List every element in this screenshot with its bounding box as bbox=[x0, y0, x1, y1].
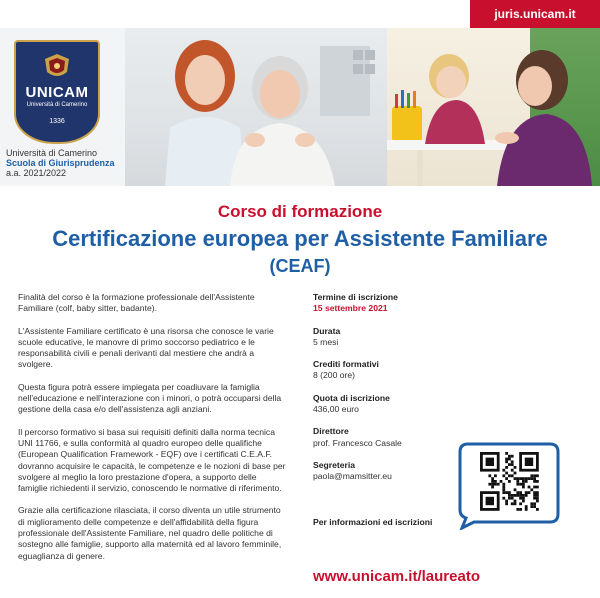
paragraph: Questa figura potrà essere impiegata per coadiuvare la famiglia nell'educazione e nell'interazione con i minori, o potrà occuparsi della gestione della casa e/o dell'assistenza agli anziani. bbox=[18, 381, 282, 415]
office-email[interactable]: paola@mamsitter.eu bbox=[313, 471, 392, 482]
duration bbox=[313, 326, 513, 349]
course-kicker: Corso di formazione bbox=[217, 202, 383, 221]
logo-year: 1336 bbox=[49, 118, 65, 125]
qr-code[interactable] bbox=[454, 440, 564, 530]
credits bbox=[313, 359, 513, 382]
institution-info bbox=[6, 148, 115, 178]
duration-value: 5 mesi bbox=[313, 336, 339, 347]
top-header bbox=[0, 0, 600, 28]
office-label: Segreteria bbox=[313, 459, 356, 470]
crest-icon bbox=[42, 52, 72, 82]
photo-babysitter-child bbox=[387, 28, 600, 186]
website-link[interactable]: www.unicam.it/laureato bbox=[313, 568, 480, 585]
duration-label: Durata bbox=[313, 325, 341, 336]
deadline bbox=[313, 292, 513, 315]
fee bbox=[313, 393, 513, 416]
credits-value: 8 (200 ore) bbox=[313, 370, 356, 381]
credits-label: Crediti formativi bbox=[313, 359, 379, 370]
deadline-value: 15 settembre 2021 bbox=[313, 303, 388, 314]
photo-caregiver-elderly bbox=[125, 28, 387, 186]
school-name: Scuola di Giurisprudenza bbox=[6, 158, 115, 168]
more-info-label: Per informazioni ed iscrizioni bbox=[313, 517, 433, 527]
deadline-label: Termine di iscrizione bbox=[313, 292, 398, 302]
course-abbr: (CEAF) bbox=[269, 256, 331, 276]
description bbox=[18, 292, 288, 573]
unicam-logo bbox=[14, 40, 100, 144]
course-title: Certificazione europea per Assistente Familiare bbox=[52, 226, 548, 251]
paragraph: Il percorso formativo si basa sui requisiti definiti dalla norma tecnica UNI 11766, e sulla conformità al quadro europeo delle qualifiche (European Qualification Framework - EQF) ove i certificati C.E.A.F. dovranno acquisire le capacità, le competenze e le nozioni di base per svolgere al meglio la loro prestazione d'opera, a supporto delle famiglie richiedenti il servizio, conoscendo le normative di riferimento. bbox=[18, 426, 286, 494]
director-value: prof. Francesco Casale bbox=[313, 437, 402, 448]
site-link[interactable]: juris.unicam.it bbox=[470, 0, 600, 28]
university-name: Università di Camerino bbox=[6, 148, 98, 158]
logo-subtitle: Università di Camerino bbox=[26, 102, 88, 108]
fee-label: Quota di iscrizione bbox=[313, 392, 390, 403]
logo-name: UNICAM bbox=[25, 84, 89, 101]
fee-value: 436,00 euro bbox=[313, 404, 359, 415]
paragraph: Finalità del corso è la formazione professionale dell'Assistente Familiare (colf, baby sitter, badante). bbox=[18, 292, 255, 314]
paragraph: L'Assistente Familiare certificato è una risorsa che conosce le varie scuole educative, le manovre di primo soccorso pediatrico e le responsabilità civili e penali derivanti dal mestiere che andrà a svolgere. bbox=[18, 325, 274, 370]
hero-banner bbox=[0, 28, 600, 186]
director-label: Direttore bbox=[313, 426, 349, 437]
paragraph: Grazie alla certificazione rilasciata, il corso diventa un utile strumento di miglioramento delle competenze e dell'affidabilità della figura professionale dell'Assistente Familiare, nel quadro delle politiche di sostegno alle famiglie, supporto alla maternità ed al lavoro femminile, eguaglianza di genere. bbox=[18, 505, 282, 561]
academic-year: a.a. 2021/2022 bbox=[6, 168, 67, 178]
